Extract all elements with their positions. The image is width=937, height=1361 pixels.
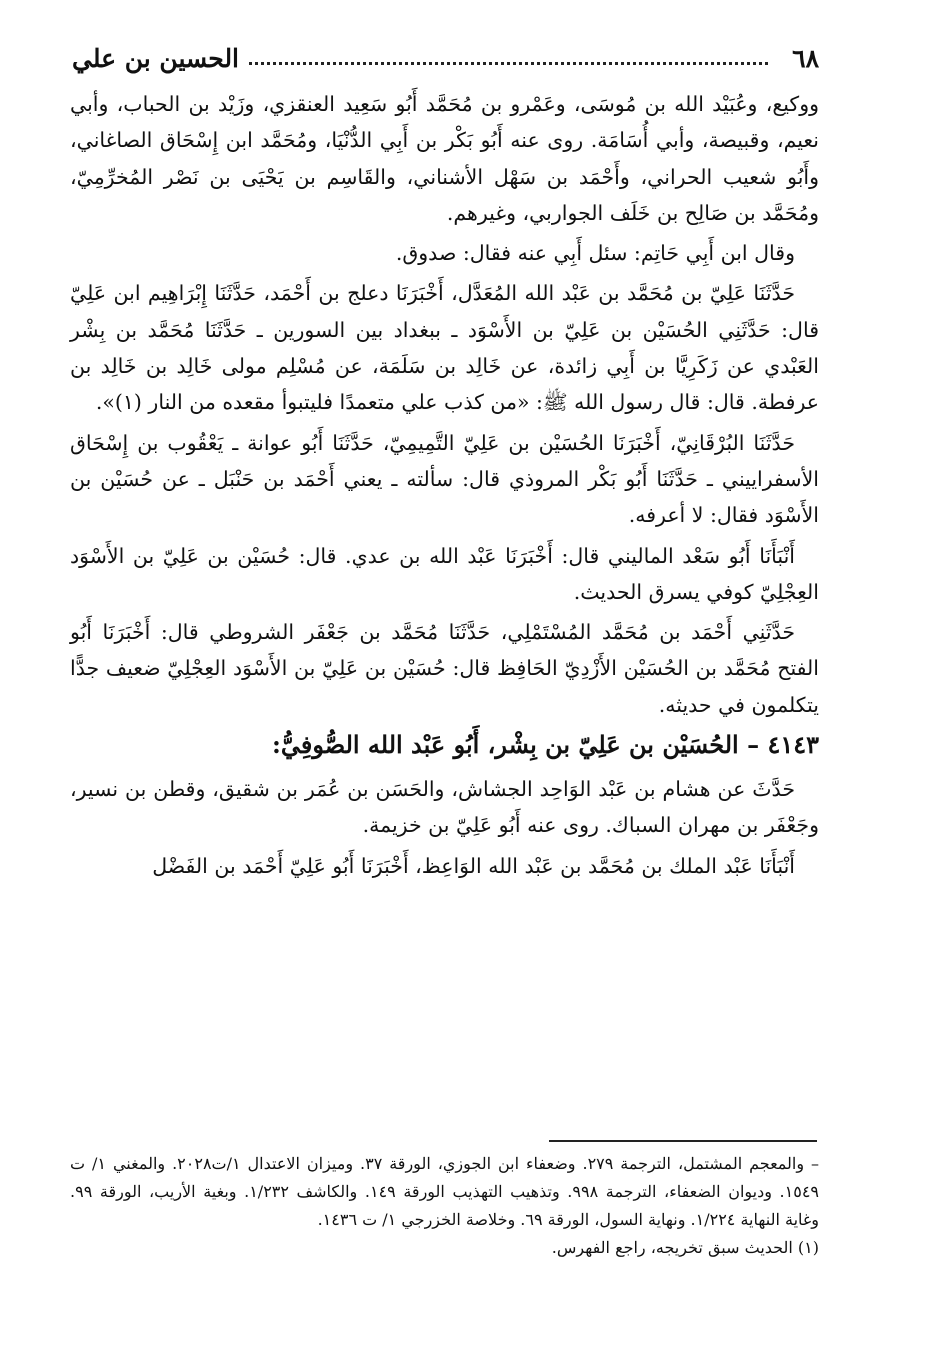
header-dot-leader: [249, 62, 768, 65]
footnote: (١) الحديث سبق تخريجه، راجع الفهرس.: [551, 1238, 819, 1257]
running-title: الحسين بن علي: [72, 43, 240, 73]
paragraph: حَدَّثَنَا البُرْقَانِيّ، أَخْبَرَنَا الحُسَيْن بن عَلِيّ التَّمِيمِيّ، حَدَّثَنَا أَبُو عوانة ـ يَعْقُوب بن إِسْحَاق الأسفراييني ـ حَدَّثَنَا أَبُو بَكْر المروذي قال: سألته ـ يعني أَحْمَد بن حَنْبَل ـ عن حُسَيْن بن الأَسْوَد فقال: لا أعرفه.: [70, 430, 819, 528]
paragraph: أَنْبَأَنَا أَبُو سَعْد الماليني قال: أَخْبَرَنَا عَبْد الله بن عدي. قال: حُسَيْن بن عَلِيّ بن الأَسْوَد العِجْلِيّ كوفي يسرق الحديث.: [70, 543, 819, 604]
main-text: [70, 86, 819, 884]
footnotes: [70, 1150, 819, 1262]
paragraph: وقال ابن أَبِي حَاتِم: سئل أَبِي عنه فقال: صدوق.: [395, 241, 795, 266]
page-number: ٦٨: [792, 43, 819, 73]
entry-heading: ٤١٤٣ – الحُسَيْن بن عَلِيّ بن بِشْر، أَبُو عَبْد الله الصُّوفِيُّ:: [272, 730, 819, 760]
paragraph: حَدَّثَنَا عَلِيّ بن مُحَمَّد بن عَبْد الله المُعَدَّل، أَخْبَرَنَا دعلج بن أَحْمَد، حَدَّثَنَا إِبْرَاهِيم ابن عَلِيّ قال: حَدَّثَنِي الحُسَيْن بن عَلِيّ بن الأَسْوَد ـ ببغداد بين السورين ـ حَدَّثَنَا مُحَمَّد بن بِشْر العَبْدي عن زَكَرِيَّا بن أَبِي زائدة، عن خَالِد بن سَلَمَة، عن مُسْلِم مولى خَالِد بن خَالِد بن عرفطة. قال: قال رسول الله ﷺ: «من كذب علي متعمدًا فليتبوأ مقعده من النار (١)».: [70, 281, 819, 415]
entry-paragraph: حَدَّثَ عن هشام بن عَبْد الوَاحِد الجشاش، والحَسَن بن عُمَر بن شقيق، وقطن بن نسير، وجَعْفَر بن مهران السباك. روى عنه أَبُو عَلِيّ بن خزيمة.: [70, 777, 819, 838]
page-header: [72, 38, 819, 78]
entry-paragraph: أَنْبَأَنَا عَبْد الملك بن مُحَمَّد بن عَبْد الله الوَاعِظ، أَخْبَرَنَا أَبُو عَلِيّ أَحْمَد بن الفَضْل: [152, 853, 795, 878]
footnote: – والمعجم المشتمل، الترجمة ٢٧٩. وضعفاء ابن الجوزي، الورقة ٣٧. وميزان الاعتدال ١/ت٢٠٢٨. والمغني ١/ ت ١٥٤٩. وديوان الضعفاء، الترجمة ٩٩٨. وتذهيب التهذيب الورقة ١٤٩. والكاشف ١/٢٣٢. وبغية الأريب، الورقة ٩٩. وغاية النهاية ١/٢٢٤. ونهاية السول، الورقة ٦٩. وخلاصة الخزرجي ١/ ت ١٤٣٦.: [70, 1154, 820, 1229]
footnote-divider: [549, 1140, 817, 1142]
paragraph: ووكيع، وعُبَيْد الله بن مُوسَى، وعَمْرو بن مُحَمَّد أَبُو سَعِيد العنقزي، وزَيْد بن الحباب، وأبي نعيم، وقبيصة، وأبي أُسَامَة. روى عنه أَبُو بَكْر بن أَبِي الدُّنْيَا، ومُحَمَّد ابن إِسْحَاق الصاغاني، وأَبُو شعيب الحراني، وأَحْمَد بن سَهْل الأشناني، والقَاسِم بن يَحْيَى بن نَصْر المُخرِّمِيّ، ومُحَمَّد بن صَالِح بن خَلَف الجواربي، وغيرهم.: [70, 92, 819, 225]
paragraph: حَدَّثَنِي أَحْمَد بن مُحَمَّد المُسْتَمْلِي، حَدَّثَنَا مُحَمَّد بن جَعْفَر الشروطي قال: أَخْبَرَنَا أَبُو الفتح مُحَمَّد بن الحُسَيْن الأَزْدِيّ الحَافِظ قال: حُسَيْن بن عَلِيّ بن الأَسْوَد العِجْلِيّ ضعيف جدًّا يتكلمون في حديثه.: [70, 620, 819, 717]
